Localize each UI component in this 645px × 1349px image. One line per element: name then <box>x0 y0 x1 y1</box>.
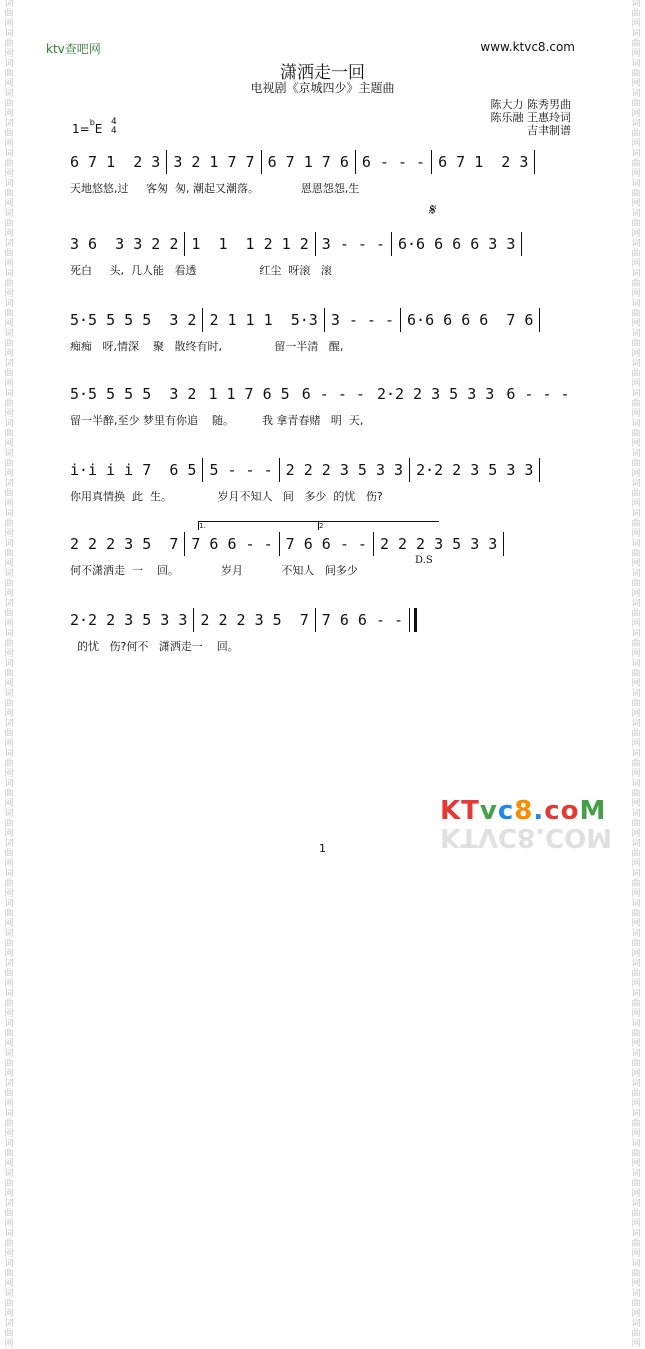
volta-1-label: 1. <box>199 522 206 530</box>
measure: 2 2 2 3 5 3 3 <box>379 535 498 553</box>
lyrics-line: 死白 头, 几人能 看透 红尘 呀滚 滚 <box>70 264 332 277</box>
site-url-right[interactable]: www.ktvc8.com <box>480 40 575 54</box>
bar-line <box>166 150 167 174</box>
measure: 2 2 2 3 5 7 <box>200 611 309 629</box>
measure: 2 1 1 1 5·3 <box>209 311 318 329</box>
bar-line <box>400 308 401 332</box>
bar-line <box>355 150 356 174</box>
measure: 1 1 1 2 1 2 <box>191 235 309 253</box>
measure: 6·6 6 6 6 7 6 <box>407 311 534 329</box>
bar-line <box>373 532 374 556</box>
bar-line <box>202 458 203 482</box>
ktvc8-logo: KTvc8.coM <box>440 796 607 826</box>
measure: 6 - - - <box>301 385 365 403</box>
bar-line <box>315 232 316 256</box>
bar-line <box>261 150 262 174</box>
measure: 6 - - - <box>361 153 426 171</box>
notation-line <box>70 308 580 332</box>
measure: i·i i i 7 6 5 <box>70 461 197 479</box>
bar-line <box>409 458 410 482</box>
first-ending-bracket <box>198 521 319 530</box>
bar-line <box>324 308 325 332</box>
page-number: 1 <box>319 842 326 855</box>
measure: 2·2 2 3 5 3 3 <box>416 461 534 479</box>
bar-line <box>315 608 316 632</box>
score-row <box>70 150 580 196</box>
bar-line <box>193 608 194 632</box>
bar-line <box>539 308 540 332</box>
notation-line <box>70 458 580 482</box>
score-row <box>70 608 580 654</box>
watermark-right-strip: 词 曲 网 词 曲 网 词 曲 网 词 曲 网 词 曲 网 词 曲 网 词 曲 网 词 曲 网 词 曲 网 词 曲 网 词 曲 网 词 曲 网 词 曲 网 词 曲 网 词 曲 网 词 曲 网 词 曲 网 词 曲 网 词 曲 网 词 曲 网 词 曲 网 词 曲 网 词 曲 网 词 曲 网 词 曲 网 词 曲 网 词 曲 网 词 曲 网 词 曲 网 词 曲 网 词 曲 网 词 曲 网 词 曲 网 词 曲 网 词 曲 网 词 曲 网 词 曲 网 词 曲 网 词 曲 网 词 曲 网 词 曲 网 词 曲 网 词 曲 网 词 曲 网 词 曲 网 <box>631 0 641 1349</box>
volta-2-label: 2 <box>319 522 324 530</box>
key-signature <box>72 118 102 136</box>
segno-sign: 𝄋 <box>428 200 435 219</box>
lyrics-line: 何不潇洒走 一 回。 岁月 不知人 间多少 <box>70 564 358 577</box>
lyrics-line: 痴痴 呀,情深 聚 散终有时, 留一半清 醒, <box>70 340 344 353</box>
measure: 7 6 6 - - <box>285 535 367 553</box>
key-note: E <box>94 122 103 136</box>
song-title: 潇洒走一回 <box>280 63 365 83</box>
bar-line <box>431 150 432 174</box>
measure: 5·5 5 5 5 3 2 <box>70 311 197 329</box>
measure: 3 - - - <box>321 235 385 253</box>
measure: 7 6 6 - - <box>191 535 273 553</box>
measure: 2·2 2 3 5 3 3 <box>70 611 188 629</box>
measure: 3 2 1 7 7 <box>173 153 255 171</box>
bar-line <box>521 232 522 256</box>
score-row <box>70 458 580 504</box>
notation-line <box>70 150 580 174</box>
measure: 6·6 6 6 6 3 3 <box>398 235 516 253</box>
bar-line <box>503 532 504 556</box>
credits-block <box>491 98 572 137</box>
bar-line <box>534 150 535 174</box>
meter-bottom: 4 <box>111 126 117 136</box>
measure: 6 7 1 2 3 <box>438 153 529 171</box>
song-subtitle: 电视剧《京城四少》主题曲 <box>250 81 395 95</box>
measure: 3 6 3 3 2 2 <box>70 235 179 253</box>
meter-top: 4 <box>111 117 117 127</box>
bar-line <box>391 232 392 256</box>
bar-line <box>279 458 280 482</box>
measure: 3 - - - <box>330 311 395 329</box>
credit-transcriber: 吉聿制谱 <box>527 124 571 137</box>
notation-line <box>70 382 580 406</box>
score-row <box>70 382 580 428</box>
lyrics-line: 留一半醉,至少 梦里有你追 随。 我 拿青春赌 明 天, <box>70 414 364 427</box>
credit-composers: 陈大力 陈秀男曲 <box>490 98 571 111</box>
measure: 2·2 2 3 5 3 3 <box>376 385 495 403</box>
measure: 1 1 7 6 5 <box>208 385 290 403</box>
lyrics-line: 你用真情换 此 生。 岁月不知人 间 多少 的忧 伤? <box>70 490 383 503</box>
notation-line <box>70 532 580 556</box>
bar-line <box>279 532 280 556</box>
score-row <box>70 308 580 354</box>
measure: 7 6 6 - - <box>321 611 404 629</box>
second-ending-bracket <box>318 521 439 530</box>
measure: 6 7 1 2 3 <box>70 153 161 171</box>
logo-reflection-text: KTVC8.COM <box>440 822 613 852</box>
measure: 5 - - - <box>209 461 273 479</box>
lyrics-line: 天地悠悠,过 客匆 匆, 潮起又潮落。 恩恩怨怨,生 <box>70 182 360 195</box>
bar-line <box>409 608 417 632</box>
measure: 2 2 2 3 5 7 <box>70 535 179 553</box>
watermark-left-strip: 词 曲 网 词 曲 网 词 曲 网 词 曲 网 词 曲 网 词 曲 网 词 曲 网 词 曲 网 词 曲 网 词 曲 网 词 曲 网 词 曲 网 词 曲 网 词 曲 网 词 曲 网 词 曲 网 词 曲 网 词 曲 网 词 曲 网 词 曲 网 词 曲 网 词 曲 网 词 曲 网 词 曲 网 词 曲 网 词 曲 网 词 曲 网 词 曲 网 词 曲 网 词 曲 网 词 曲 网 词 曲 网 词 曲 网 词 曲 网 词 曲 网 词 曲 网 词 曲 网 词 曲 网 词 曲 网 词 曲 网 词 曲 网 词 曲 网 词 曲 网 词 曲 网 词 曲 网 <box>4 0 14 1349</box>
flat-sign: b <box>89 118 95 127</box>
time-signature <box>111 118 117 136</box>
measure: 2 2 2 3 5 3 3 <box>285 461 404 479</box>
bar-line <box>539 458 540 482</box>
site-name-left[interactable]: ktv查吧网 <box>46 42 101 56</box>
measure: 6 - - - <box>506 385 570 403</box>
score-row <box>70 232 580 278</box>
lyrics-line: 的忧 伤?何不 潇洒走一 回。 <box>70 640 239 653</box>
notation-line <box>70 608 580 632</box>
bar-line <box>202 308 203 332</box>
measure: 5·5 5 5 5 3 2 <box>70 385 197 403</box>
measure: 6 7 1 7 6 <box>267 153 349 171</box>
notation-line <box>70 232 580 256</box>
bar-line <box>184 532 185 556</box>
dal-segno-mark: D.S <box>415 555 433 566</box>
score-row <box>70 532 580 578</box>
bar-line <box>184 232 185 256</box>
key-label: 1= <box>72 122 90 136</box>
credit-lyricists: 陈乐融 王惠玲词 <box>490 111 571 124</box>
